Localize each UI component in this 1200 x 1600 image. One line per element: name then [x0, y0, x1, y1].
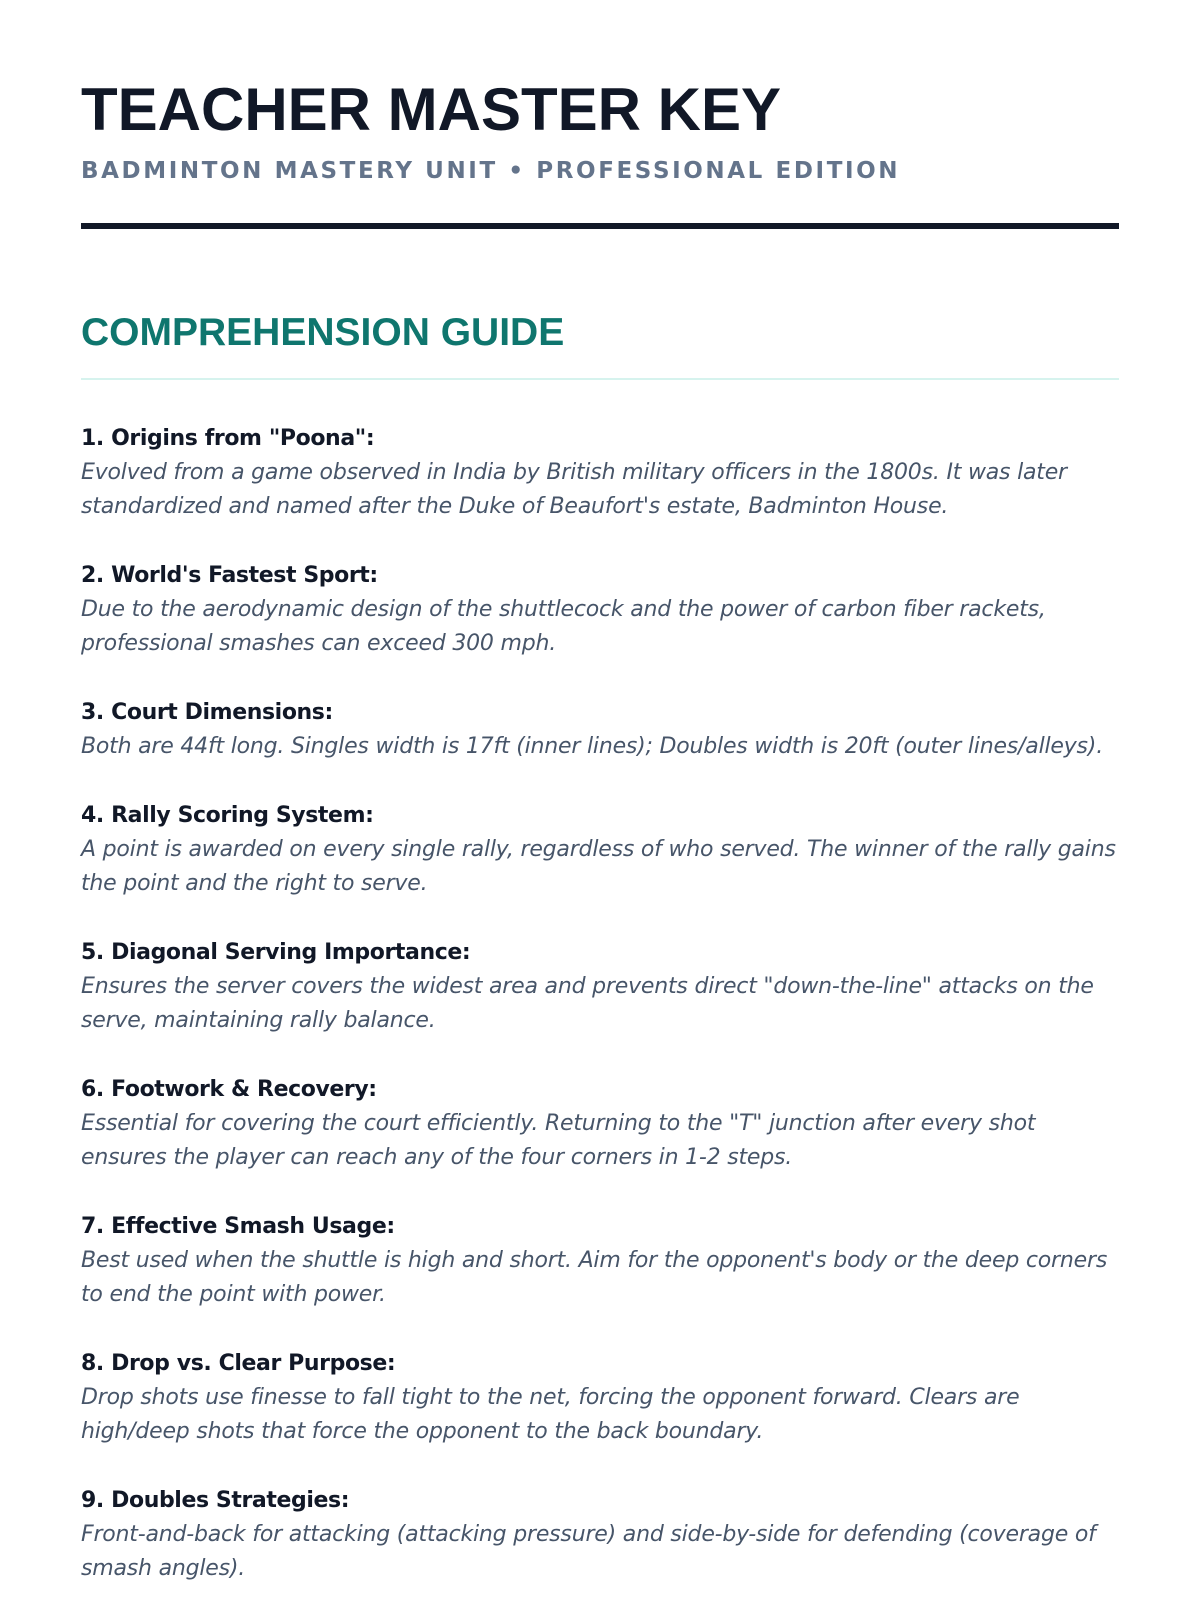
- qa-question: 3. Court Dimensions:: [81, 700, 333, 725]
- document-subtitle: BADMINTON MASTERY UNIT • PROFESSIONAL EDITION: [81, 158, 901, 184]
- qa-item: [81, 1073, 1119, 1175]
- qa-answer: Best used when the shuttle is high and short. Aim for the opponent's body or the deep corners to end the point with power.: [81, 1248, 1108, 1307]
- qa-question: 2. World's Fastest Sport:: [81, 563, 378, 588]
- document-title: TEACHER MASTER KEY: [81, 76, 782, 143]
- qa-answer: A point is awarded on every single rally, regardless of who served. The winner of the rally gains the point and the right to serve.: [81, 837, 1116, 896]
- qa-item: [81, 799, 1119, 901]
- qa-question: 4. Rally Scoring System:: [81, 803, 374, 828]
- qa-item: [81, 422, 1119, 524]
- qa-item: [81, 1210, 1119, 1312]
- qa-item: [81, 1347, 1119, 1449]
- title-divider: [81, 223, 1119, 229]
- qa-question: 9. Doubles Strategies:: [81, 1488, 350, 1513]
- section-divider: [81, 378, 1119, 380]
- qa-question: 8. Drop vs. Clear Purpose:: [81, 1351, 396, 1376]
- qa-item: [81, 1484, 1119, 1586]
- section-heading: COMPREHENSION GUIDE: [81, 311, 565, 354]
- qa-list: [81, 422, 1119, 1586]
- qa-item: [81, 559, 1119, 661]
- qa-answer: Drop shots use finesse to fall tight to the net, forcing the opponent forward. Clears are high/deep shots that force the opponent to the back boundary.: [81, 1385, 1020, 1444]
- qa-item: [81, 696, 1119, 764]
- qa-answer: Essential for covering the court efficiently. Returning to the "T" junction after every shot ensures the player can reach any of the four corners in 1-2 steps.: [81, 1111, 1036, 1170]
- qa-question: 6. Footwork & Recovery:: [81, 1077, 377, 1102]
- qa-answer: Due to the aerodynamic design of the shuttlecock and the power of carbon fiber rackets, professional smashes can exceed 300 mph.: [81, 597, 1046, 656]
- qa-question: 1. Origins from "Poona":: [81, 426, 375, 451]
- qa-answer: Evolved from a game observed in India by British military officers in the 1800s. It was later standardized and named after the Duke of Beaufort's estate, Badminton House.: [81, 460, 1067, 519]
- qa-answer: Ensures the server covers the widest area and prevents direct "down-the-line" attacks on the serve, maintaining rally balance.: [81, 974, 1094, 1033]
- qa-question: 5. Diagonal Serving Importance:: [81, 940, 471, 965]
- qa-answer: Front-and-back for attacking (attacking pressure) and side-by-side for defending (coverage of smash angles).: [81, 1522, 1096, 1581]
- qa-item: [81, 936, 1119, 1038]
- qa-answer: Both are 44ft long. Singles width is 17ft (inner lines); Doubles width is 20ft (outer lines/alleys).: [81, 734, 1103, 759]
- qa-question: 7. Effective Smash Usage:: [81, 1214, 395, 1239]
